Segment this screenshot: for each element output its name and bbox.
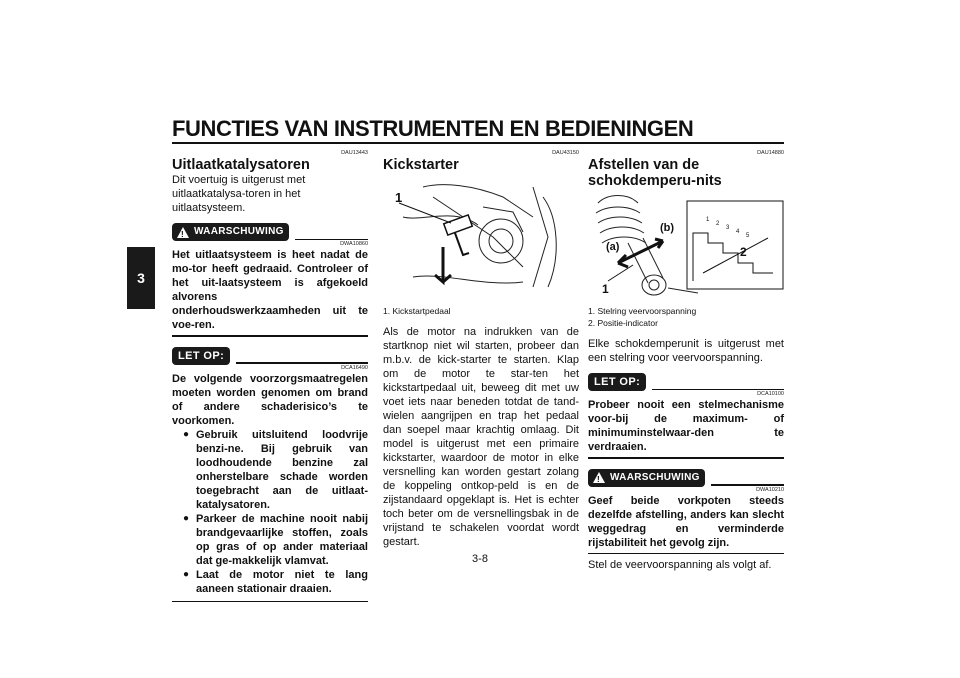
label-b: (b) bbox=[660, 222, 675, 234]
shock-figure bbox=[588, 193, 784, 305]
divider bbox=[295, 239, 368, 241]
notice-text: De volgende voorzorgsmaatregelen moeten worden genomen om brand of andere schaderisico’s te voorkomen. bbox=[172, 372, 368, 427]
callout-number: 2 bbox=[740, 245, 747, 259]
notice-text: Probeer nooit een stelmechanisme voor-bij de maximum- of minimuminstelwaar-den te verdraaien. bbox=[588, 399, 784, 453]
divider bbox=[588, 457, 784, 459]
warning-text: Het uitlaatsysteem is heet nadat de mo-tor heeft gedraaid. Controleer of het uit-laatsysteem is afgekoeld alvorens onderhoudswerkzaamheden uit te voe-ren. bbox=[172, 249, 368, 331]
notice-header bbox=[172, 347, 368, 365]
page-title: FUNCTIES VAN INSTRUMENTEN EN BEDIENINGEN bbox=[172, 116, 694, 141]
notice-badge: LET OP: bbox=[588, 373, 646, 391]
callout-number: 1 bbox=[395, 190, 403, 205]
warning-header bbox=[172, 223, 368, 241]
figure-caption: 2. Positie-indicator bbox=[588, 318, 658, 328]
warning-text: Geef beide vorkpoten steeds dezelfde afstelling, anders kan slecht weggedrag en verminderde rijstabiliteit het gevolg zijn. bbox=[588, 494, 784, 549]
warning-badge bbox=[588, 469, 705, 487]
section-code: DAU14880 bbox=[757, 150, 784, 156]
column-catalytic-converters bbox=[172, 150, 368, 602]
scale-mark: 1 bbox=[706, 217, 710, 223]
bullet-item: ● Laat de motor niet te lang aaneen stationair draaien. bbox=[172, 568, 368, 596]
divider bbox=[652, 389, 784, 391]
warning-triangle-icon: ! bbox=[177, 227, 189, 238]
figure-caption: 1. Stelring veervoorspanning bbox=[588, 306, 697, 316]
page-number: 3-8 bbox=[472, 553, 488, 565]
warning-label: WAARSCHUWING bbox=[610, 471, 700, 483]
warning-label: WAARSCHUWING bbox=[194, 226, 284, 237]
kick-pedal bbox=[444, 215, 473, 255]
bullet-item: ● Gebruik uitsluitend loodvrije benzi-ne. Bij gebruik van loodhoudende benzine zal onherstelbare schade worden toegebracht aan de uitlaat-katalysatoren. bbox=[172, 428, 368, 512]
scale-mark: 5 bbox=[746, 233, 750, 239]
section-heading: Afstellen van de schokdemperu-nits bbox=[588, 157, 722, 189]
warning-code: DWA10210 bbox=[756, 486, 784, 493]
scale-mark: 2 bbox=[716, 221, 720, 227]
bullet-item: ● Parkeer de machine nooit nabij brandgevaarlijke stoffen, zoals op gras of op ander materiaal dat ge-makkelijk vlamvat. bbox=[172, 512, 368, 568]
callout-line bbox=[399, 203, 451, 223]
warning-badge bbox=[172, 223, 289, 241]
double-arrow-icon bbox=[618, 241, 663, 267]
divider bbox=[172, 335, 368, 337]
section-code: DAU13443 bbox=[341, 150, 368, 156]
column-shock-absorbers bbox=[588, 150, 784, 572]
section-code: DAU43150 bbox=[552, 150, 579, 156]
callout-number: 1 bbox=[602, 282, 609, 296]
intro-text: Elke schokdemperunit is uitgerust met een stelring voor veervoorspanning. bbox=[588, 338, 784, 364]
notice-code: DCA10100 bbox=[757, 391, 784, 397]
divider bbox=[711, 484, 784, 486]
column-kickstarter bbox=[383, 150, 579, 549]
notice-badge: LET OP: bbox=[172, 347, 230, 365]
label-a: (a) bbox=[606, 241, 620, 253]
kickstarter-illustration bbox=[383, 177, 579, 305]
figure-caption: 1. Kickstartpedaal bbox=[383, 306, 451, 316]
warning-triangle-icon: ! bbox=[593, 472, 605, 483]
outro-text: Stel de veervoorspanning als volgt af. bbox=[588, 559, 772, 571]
body-text: Als de motor na indrukken van de startknop niet wil starten, probeer dan m.b.v. de kick-starter te starten. Klap om de motor te star-ten het kickstartpedaal uit, beweeg dit met uw voet iets naar beneden totdat de tand-wielen aangrijpen en trap het pedaal dan soepel maar krachtig omlaag. Dit model is uitgerust met een primaire kickstarter, waardoor de motor in elke versnelling kan worden gestart zolang de koppeling ontkop-peld is en de zijstandaard opgeklapt is. Het is echter toch beter om de versnellingsbak in de vrijstand te schakelen voordat wordt gestart. bbox=[383, 326, 579, 548]
notice-bullets bbox=[172, 428, 368, 596]
title-rule bbox=[172, 142, 784, 144]
chapter-tab: 3 bbox=[127, 247, 155, 309]
divider bbox=[172, 601, 368, 603]
warning-code: DWA10860 bbox=[340, 241, 368, 247]
scale-mark: 3 bbox=[726, 225, 730, 231]
callout-line bbox=[608, 265, 633, 281]
section-heading: Kickstarter bbox=[383, 157, 459, 173]
notice-code: DCA16490 bbox=[341, 364, 368, 371]
section-heading: Uitlaatkatalysatoren bbox=[172, 157, 310, 173]
intro-text: Dit voertuig is uitgerust met uitlaatkatalysa-toren in het uitlaatsysteem. bbox=[172, 174, 306, 214]
down-arrow-icon bbox=[435, 247, 451, 282]
notice-header bbox=[588, 373, 784, 391]
kickstarter-figure bbox=[383, 177, 579, 305]
warning-header bbox=[588, 469, 784, 487]
scale-mark: 4 bbox=[736, 229, 740, 235]
inset-frame bbox=[687, 201, 783, 289]
divider bbox=[236, 362, 368, 364]
